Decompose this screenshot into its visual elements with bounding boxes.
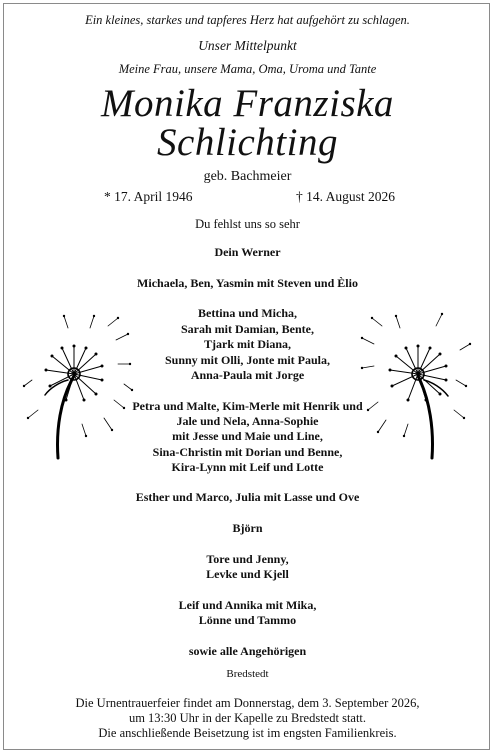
mourner-line: Dein Werner bbox=[214, 245, 281, 259]
ceremony-line: Die Urnentrauerfeier findet am Donnerstag, dem 3. September 2026, bbox=[75, 696, 420, 710]
mourner-line: Petra und Malte, Kim-Merle mit Henrik und bbox=[132, 399, 363, 413]
mourner-line: Levke und Kjell bbox=[206, 567, 289, 581]
mourner-line: Lönne und Tammo bbox=[198, 613, 297, 627]
mourner-line: Leif und Annika mit Mika, bbox=[178, 598, 317, 612]
mourner-line: Bettina und Micha, bbox=[197, 306, 297, 320]
mourner-line: Tore und Jenny, bbox=[206, 552, 289, 566]
mourner-line: Jale und Nela, Anna-Sophie bbox=[176, 414, 319, 428]
center-line: Unser Mittelpunkt bbox=[198, 38, 297, 53]
missed-line: Du fehlst uns so sehr bbox=[195, 217, 300, 231]
dandelion-icon bbox=[360, 310, 475, 460]
mourner-line: Tjark mit Diana, bbox=[204, 337, 291, 351]
ceremony-line: um 13:30 Uhr in der Kapelle zu Bredstedt statt. bbox=[128, 711, 367, 725]
death-date: † 14. August 2026 bbox=[296, 189, 396, 204]
mourner-line: Sarah mit Damian, Bente, bbox=[181, 322, 314, 336]
deceased-first-name: Monika Franziska bbox=[101, 82, 394, 125]
place-line: Bredstedt bbox=[226, 668, 269, 680]
intro-line: Ein kleines, starkes und tapferes Herz hat aufgehört zu schlagen. bbox=[85, 13, 410, 27]
mourner-line: Michaela, Ben, Yasmin mit Steven und Èlio bbox=[137, 276, 358, 290]
ceremony-line: Die anschließende Beisetzung ist im engsten Familienkreis. bbox=[98, 726, 397, 740]
mourner-line: Kira-Lynn mit Leif und Lotte bbox=[171, 460, 324, 474]
mourner-line: Sunny mit Olli, Jonte mit Paula, bbox=[164, 353, 331, 367]
relations-line: Meine Frau, unsere Mama, Oma, Uroma und Tante bbox=[118, 62, 377, 76]
mourner-line: Björn bbox=[232, 521, 263, 535]
birth-date: * 17. April 1946 bbox=[104, 189, 193, 204]
birth-name: geb. Bachmeier bbox=[203, 169, 292, 184]
relatives-line: sowie alle Angehörigen bbox=[188, 644, 307, 658]
deceased-last-name: Schlichting bbox=[157, 121, 338, 164]
mourner-line: mit Jesse und Maie und Line, bbox=[172, 429, 323, 443]
mourner-line: Sina-Christin mit Dorian und Benne, bbox=[152, 445, 343, 459]
dandelion-icon bbox=[20, 310, 135, 460]
mourner-line: Esther und Marco, Julia mit Lasse und Ove bbox=[135, 490, 360, 504]
mourner-line: Anna-Paula mit Jorge bbox=[190, 368, 305, 382]
